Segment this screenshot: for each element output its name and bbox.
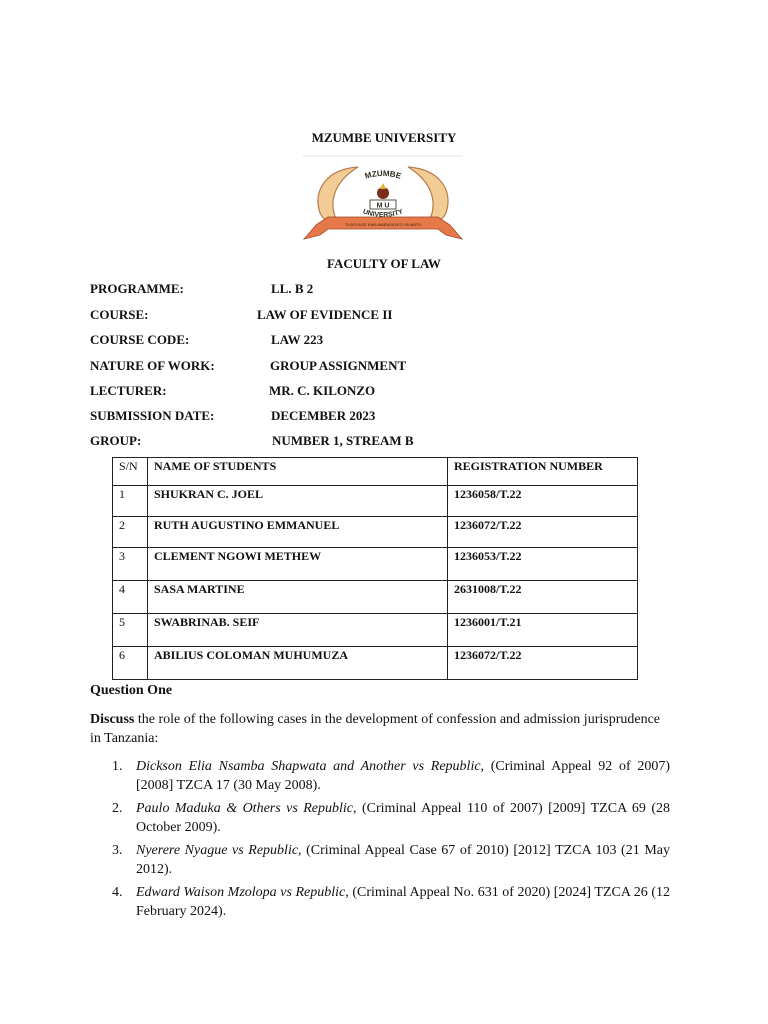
row-name: SHUKRAN C. JOEL xyxy=(148,486,448,517)
row-name: SWABRINAB. SEIF xyxy=(148,614,448,647)
case-citation: , (Criminal Appeal Case 67 of 2010) [2012] TZCA 103 (21 May 2012). xyxy=(136,843,670,877)
lecturer-label: LECTURER: xyxy=(90,383,167,398)
lecturer-value: MR. C. KILONZO xyxy=(269,383,376,398)
programme-value: LL. B 2 xyxy=(271,281,314,296)
row-name: ABILIUS COLOMAN MUHUMUZA xyxy=(148,647,448,680)
cases-list xyxy=(90,757,670,925)
table-row xyxy=(113,486,638,517)
nature-of-work-label: NATURE OF WORK: xyxy=(90,358,215,373)
nature-of-work-value: GROUP ASSIGNMENT xyxy=(270,358,407,373)
case-name: Nyerere Nyague vs Republic xyxy=(136,843,299,858)
case-citation: , (Criminal Appeal 92 of 2007) [2008] TZCA 17 (30 May 2008). xyxy=(136,759,670,793)
list-item xyxy=(90,799,670,837)
header-name: NAME OF STUDENTS xyxy=(148,458,448,486)
case-name: Dickson Elia Nsamba Shapwata and Another vs Republic xyxy=(136,759,481,774)
table-row xyxy=(113,548,638,581)
faculty-title: FACULTY OF LAW xyxy=(327,256,441,271)
header-registration: REGISTRATION NUMBER xyxy=(448,458,638,486)
case-number: 2. xyxy=(112,801,123,816)
logo-motto: TUJIFUNZE KWA MAENDELEO YA WATU xyxy=(344,222,422,227)
question-title: Question One xyxy=(90,683,173,698)
row-sn: 3 xyxy=(113,548,148,581)
table-row xyxy=(113,581,638,614)
course-code-value: LAW 223 xyxy=(271,332,324,347)
case-citation: , (Criminal Appeal No. 631 of 2020) [2024] TZCA 26 (12 February 2024). xyxy=(136,885,670,919)
row-name: RUTH AUGUSTINO EMMANUEL xyxy=(148,517,448,548)
table-header-row xyxy=(113,458,638,486)
row-reg: 1236058/T.22 xyxy=(448,486,638,517)
case-name: Edward Waison Mzolopa vs Republic xyxy=(136,885,346,900)
row-name: SASA MARTINE xyxy=(148,581,448,614)
students-table xyxy=(112,457,638,680)
logo-text-top: MZUMBE xyxy=(363,168,403,181)
group-value: NUMBER 1, STREAM B xyxy=(272,433,414,448)
row-reg: 1236053/T.22 xyxy=(448,548,638,581)
course-value: LAW OF EVIDENCE II xyxy=(257,307,393,322)
course-code-label: COURSE CODE: xyxy=(90,332,190,347)
logo-text-mid: M U xyxy=(376,202,390,210)
submission-date-label: SUBMISSION DATE: xyxy=(90,408,215,423)
logo-graphic xyxy=(298,155,468,243)
table-row xyxy=(113,647,638,680)
row-name: CLEMENT NGOWI METHEW xyxy=(148,548,448,581)
submission-date-value: DECEMBER 2023 xyxy=(271,408,376,423)
row-reg: 1236001/T.21 xyxy=(448,614,638,647)
question-intro-text: the role of the following cases in the development of confession and admission jurisprudence in Tanzania: xyxy=(90,712,661,746)
question-intro xyxy=(90,710,670,748)
row-sn: 5 xyxy=(113,614,148,647)
table-row xyxy=(113,517,638,548)
row-sn: 2 xyxy=(113,517,148,548)
university-logo xyxy=(298,155,468,243)
list-item xyxy=(90,757,670,795)
row-reg: 1236072/T.22 xyxy=(448,517,638,548)
row-reg: 1236072/T.22 xyxy=(448,647,638,680)
header-sn: S/N xyxy=(113,458,148,486)
row-sn: 6 xyxy=(113,647,148,680)
programme-label: PROGRAMME: xyxy=(90,281,184,296)
course-label: COURSE: xyxy=(90,307,149,322)
row-sn: 1 xyxy=(113,486,148,517)
question-intro-bold: Discuss xyxy=(90,712,135,727)
university-title: MZUMBE UNIVERSITY xyxy=(311,130,457,145)
row-reg: 2631008/T.22 xyxy=(448,581,638,614)
case-number: 1. xyxy=(112,759,123,774)
row-sn: 4 xyxy=(113,581,148,614)
case-number: 4. xyxy=(112,885,123,900)
list-item xyxy=(90,883,670,921)
group-label: GROUP: xyxy=(90,433,142,448)
logo-text-bottom: UNIVERSITY xyxy=(361,208,405,220)
table-row xyxy=(113,614,638,647)
case-number: 3. xyxy=(112,843,123,858)
list-item xyxy=(90,841,670,879)
case-name: Paulo Maduka & Others vs Republic xyxy=(136,801,353,816)
case-citation: , (Criminal Appeal 110 of 2007) [2009] TZCA 69 (28 October 2009). xyxy=(136,801,670,835)
